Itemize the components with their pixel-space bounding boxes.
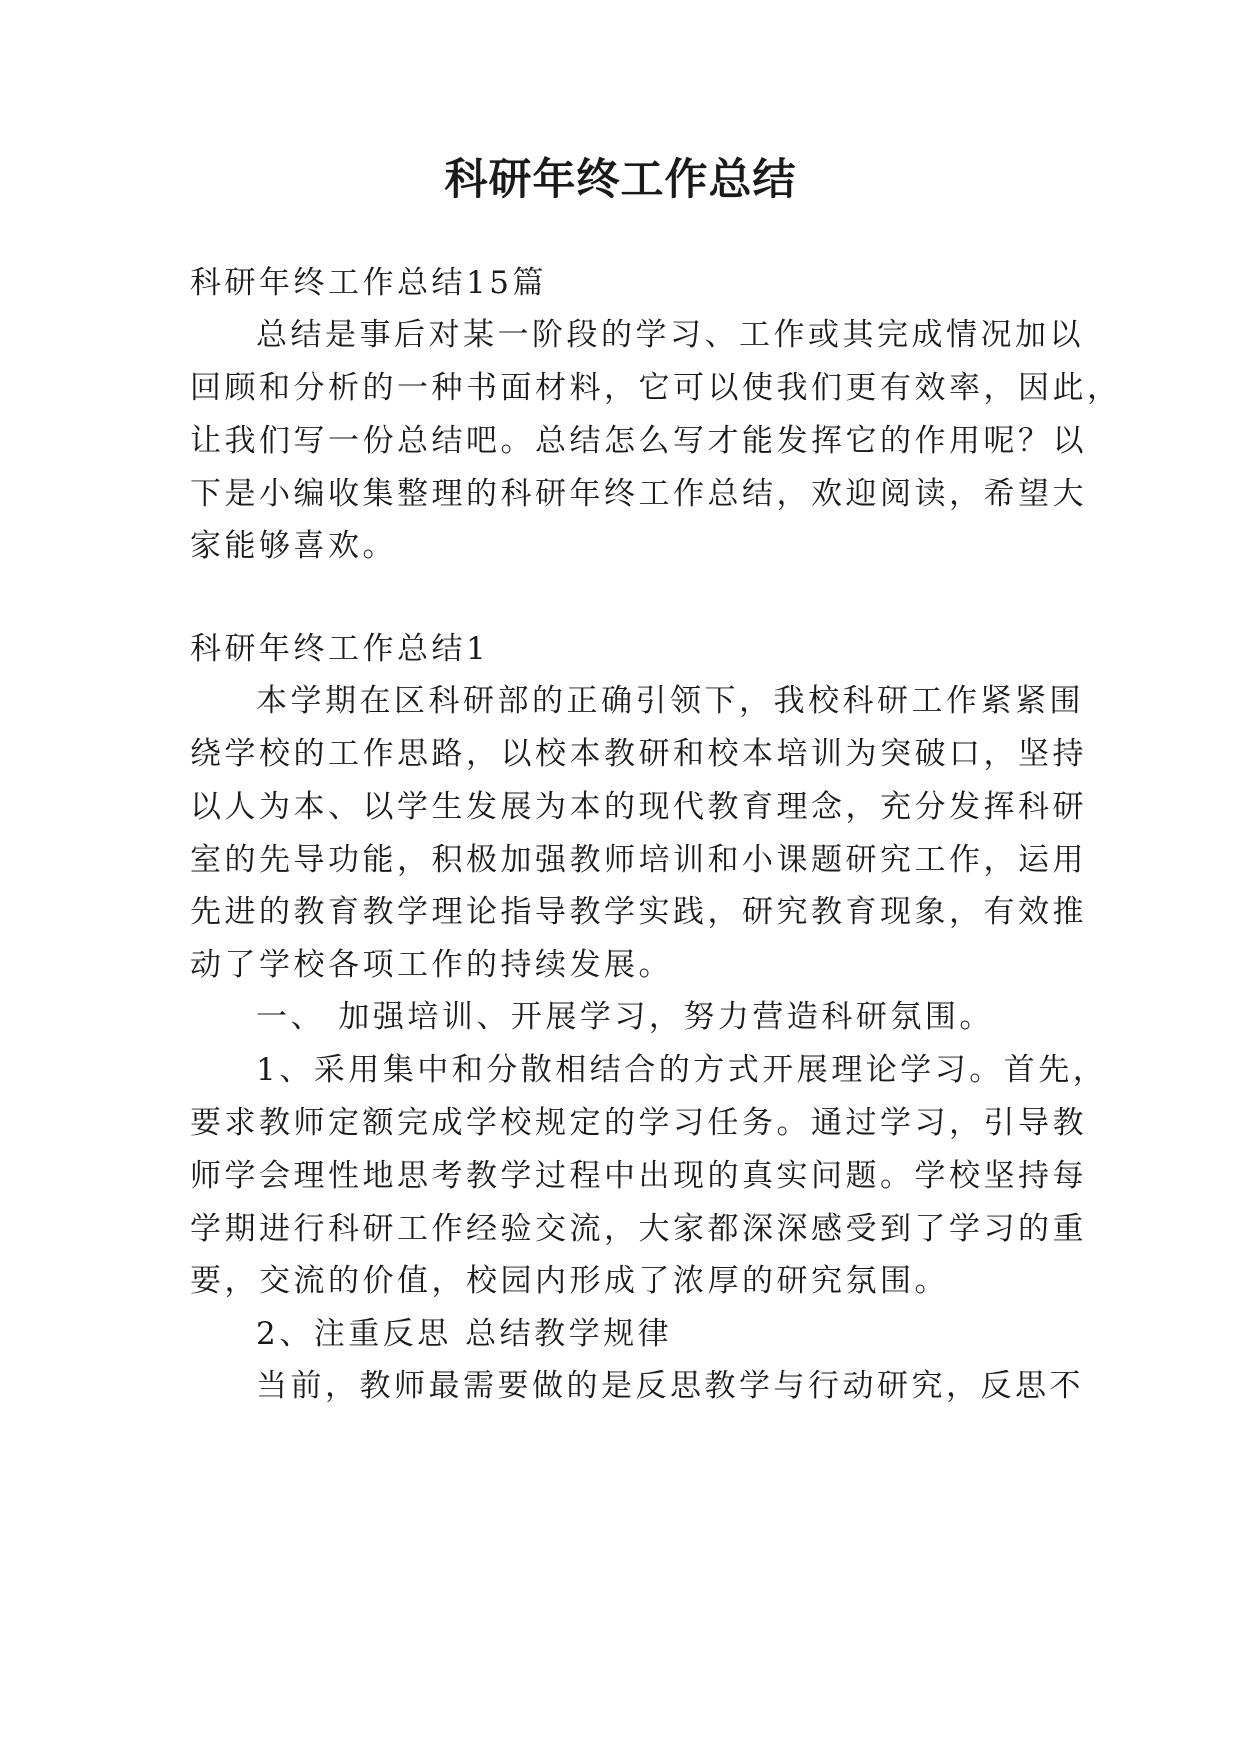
body-line: 当前，教师最需要做的是反思教学与行动研究，反思不 [256,1368,1084,1404]
series-heading: 科研年终工作总结15篇 [190,265,547,301]
item-heading: 2、注重反思 总结教学规律 [256,1316,673,1352]
body-line: 动了学校各项工作的持续发展。 [190,947,673,983]
intro-line: 总结是事后对某一阶段的学习、工作或其完成情况加以 [256,317,1084,353]
body-line: 1、采用集中和分散相结合的方式开展理论学习。首先， [256,1052,1108,1088]
body-line: 绕学校的工作思路，以校本教研和校本培训为突破口，坚持 [190,736,1087,772]
body-line: 先进的教育教学理论指导教学实践，研究教育现象，有效推 [190,894,1087,930]
section-heading: 科研年终工作总结1 [190,631,490,667]
intro-line: 回顾和分析的一种书面材料，它可以使我们更有效率，因此， [190,370,1122,406]
body-line: 本学期在区科研部的正确引领下，我校科研工作紧紧围 [256,683,1084,719]
intro-line: 下是小编收集整理的科研年终工作总结，欢迎阅读，希望大 [190,476,1087,512]
intro-line: 让我们写一份总结吧。总结怎么写才能发挥它的作用呢？以 [190,423,1087,459]
body-line: 师学会理性地思考教学过程中出现的真实问题。学校坚持每 [190,1158,1087,1194]
body-line: 以人为本、以学生发展为本的现代教育理念，充分发挥科研 [190,789,1087,825]
body-line: 室的先导功能，积极加强教师培训和小课题研究工作，运用 [190,842,1087,878]
body-line: 要，交流的价值，校园内形成了浓厚的研究氛围。 [190,1263,949,1299]
body-line: 要求教师定额完成学校规定的学习任务。通过学习，引导教 [190,1105,1087,1141]
intro-line: 家能够喜欢。 [190,528,397,564]
subsection-heading: 一、 加强培训、开展学习，努力营造科研氛围。 [256,999,994,1035]
document-title: 科研年终工作总结 [444,155,797,205]
body-line: 学期进行科研工作经验交流，大家都深深感受到了学习的重 [190,1211,1087,1247]
